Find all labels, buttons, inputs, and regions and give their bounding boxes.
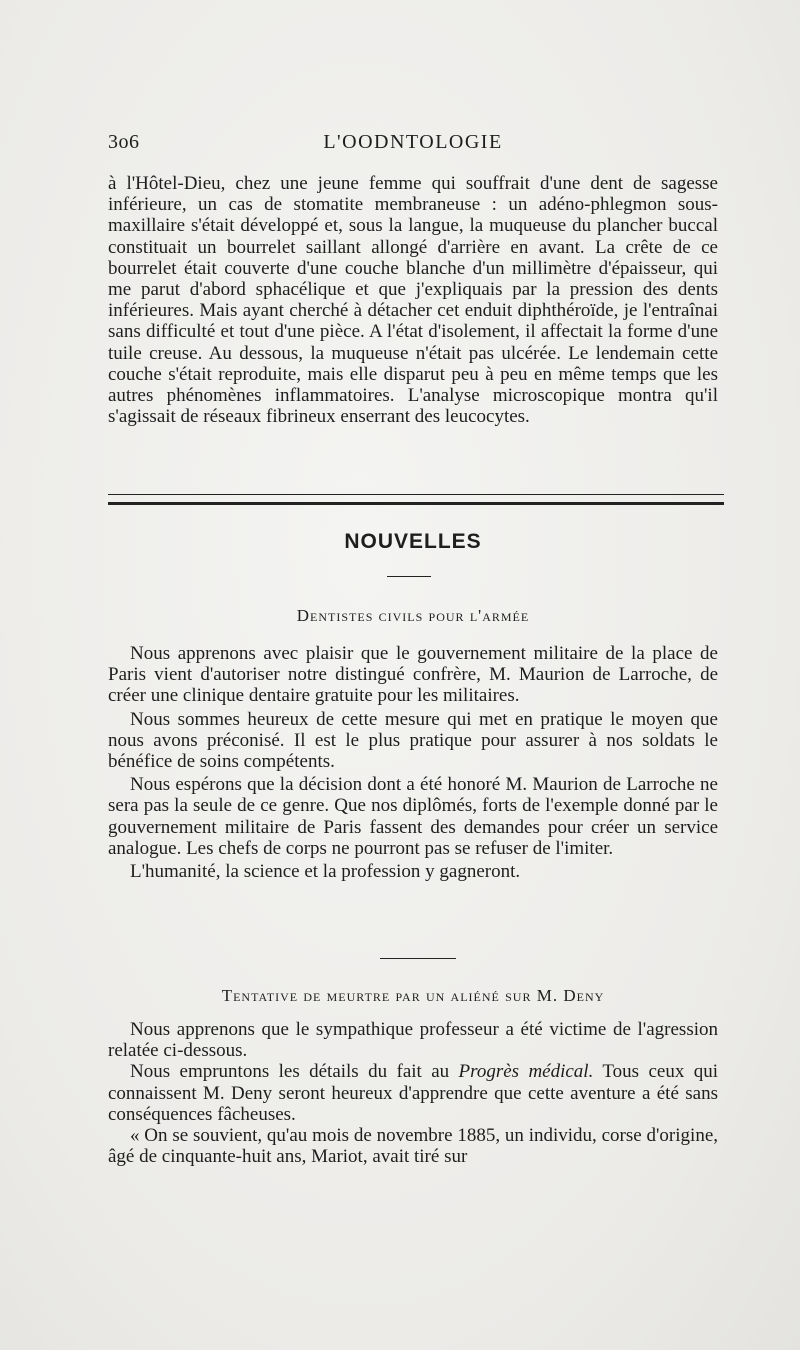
article2-paragraph-1: Nous apprenons que le sympathique professeur a été victime de l'agression relatée ci-dessous.: [108, 1019, 718, 1062]
article2-body: [108, 1019, 718, 1167]
running-head: [108, 131, 718, 157]
article2-paragraph-2-start: Nous empruntons les détails du fait au: [130, 1061, 459, 1083]
journal-title: L'OODNTOLOGIE: [323, 131, 503, 153]
article1-paragraph-4: L'humanité, la science et la profession y gagneront.: [130, 861, 521, 883]
source-title: Progrès médical.: [458, 1061, 594, 1083]
article2-paragraph-2: [108, 1061, 718, 1125]
article1-paragraph-1: Nous apprenons avec plaisir que le gouvernement militaire de la place de Paris vient d'autoriser notre distingué confrère, M. Maurion de Larroche, de créer une clinique dentaire gratuite pour les militaires.: [108, 643, 718, 707]
article-separator-rule: [380, 958, 456, 959]
article1-heading: Dentistes civils pour l'armée: [296, 606, 530, 625]
article2-paragraph-3: « On se souvient, qu'au mois de novembre 1885, un individu, corse d'origine, âgé de cinquante-huit ans, Mariot, avait tiré sur: [108, 1125, 718, 1168]
article2-paragraph-2-end: Tous ceux qui connaissent M. Deny seront heureux d'apprendre que cette aventure a été sans conséquences fâcheuses.: [108, 1061, 718, 1125]
title-underline-rule: [387, 576, 431, 577]
intro-paragraph: à l'Hôtel-Dieu, chez une jeune femme qui souffrait d'une dent de sagesse inférieure, un cas de stomatite membraneuse : un adéno-phlegmon sous-maxillaire s'était développé et, sous la langue, la muqueuse du plancher buccal constituait un bourrelet saillant allongé d'arrière en avant. La crête de ce bourrelet était couverte d'une couche blanche d'un millimètre d'épaisseur, qui me parut d'abord sphacélique et que j'expliquais par la pression des dents inférieures. Mais ayant cherché à détacher cet enduit diphthéroïde, je l'entraînai sans difficulté et tout d'une pièce. A l'état d'isolement, il affectait la forme d'une tuile creuse. Au dessous, la muqueuse n'était pas ulcérée. Le lendemain cette couche s'était reproduite, mais elle disparut peu à peu en même temps que les autres phénomènes inflammatoires. L'analyse microscopique montra qu'il s'agissait de réseaux fibrineux enserrant des leucocytes.: [108, 173, 718, 428]
article1-body: [108, 643, 718, 884]
article1-paragraph-3: Nous espérons que la décision dont a été honoré M. Maurion de Larroche ne sera pas la seule de ce genre. Que nos diplômés, forts de l'exemple donné par le gouvernement militaire de Paris fassent des demandes pour créer un service analogue. Les chefs de corps ne pourront pas se refuser de l'imiter.: [108, 774, 718, 859]
article2-heading: Tentative de meurtre par un aliéné sur M. Deny: [221, 986, 605, 1005]
intro-paragraph-block: [108, 173, 718, 427]
section-divider-double-rule: [108, 494, 724, 505]
page-number: 3o6: [108, 131, 140, 153]
article1-paragraph-2: Nous sommes heureux de cette mesure qui met en pratique le moyen que nous avons préconisé. Il est le plus pratique pour assurer à nos soldats le bénéfice de soins compétents.: [108, 708, 718, 773]
section-title: NOUVELLES: [344, 530, 482, 553]
